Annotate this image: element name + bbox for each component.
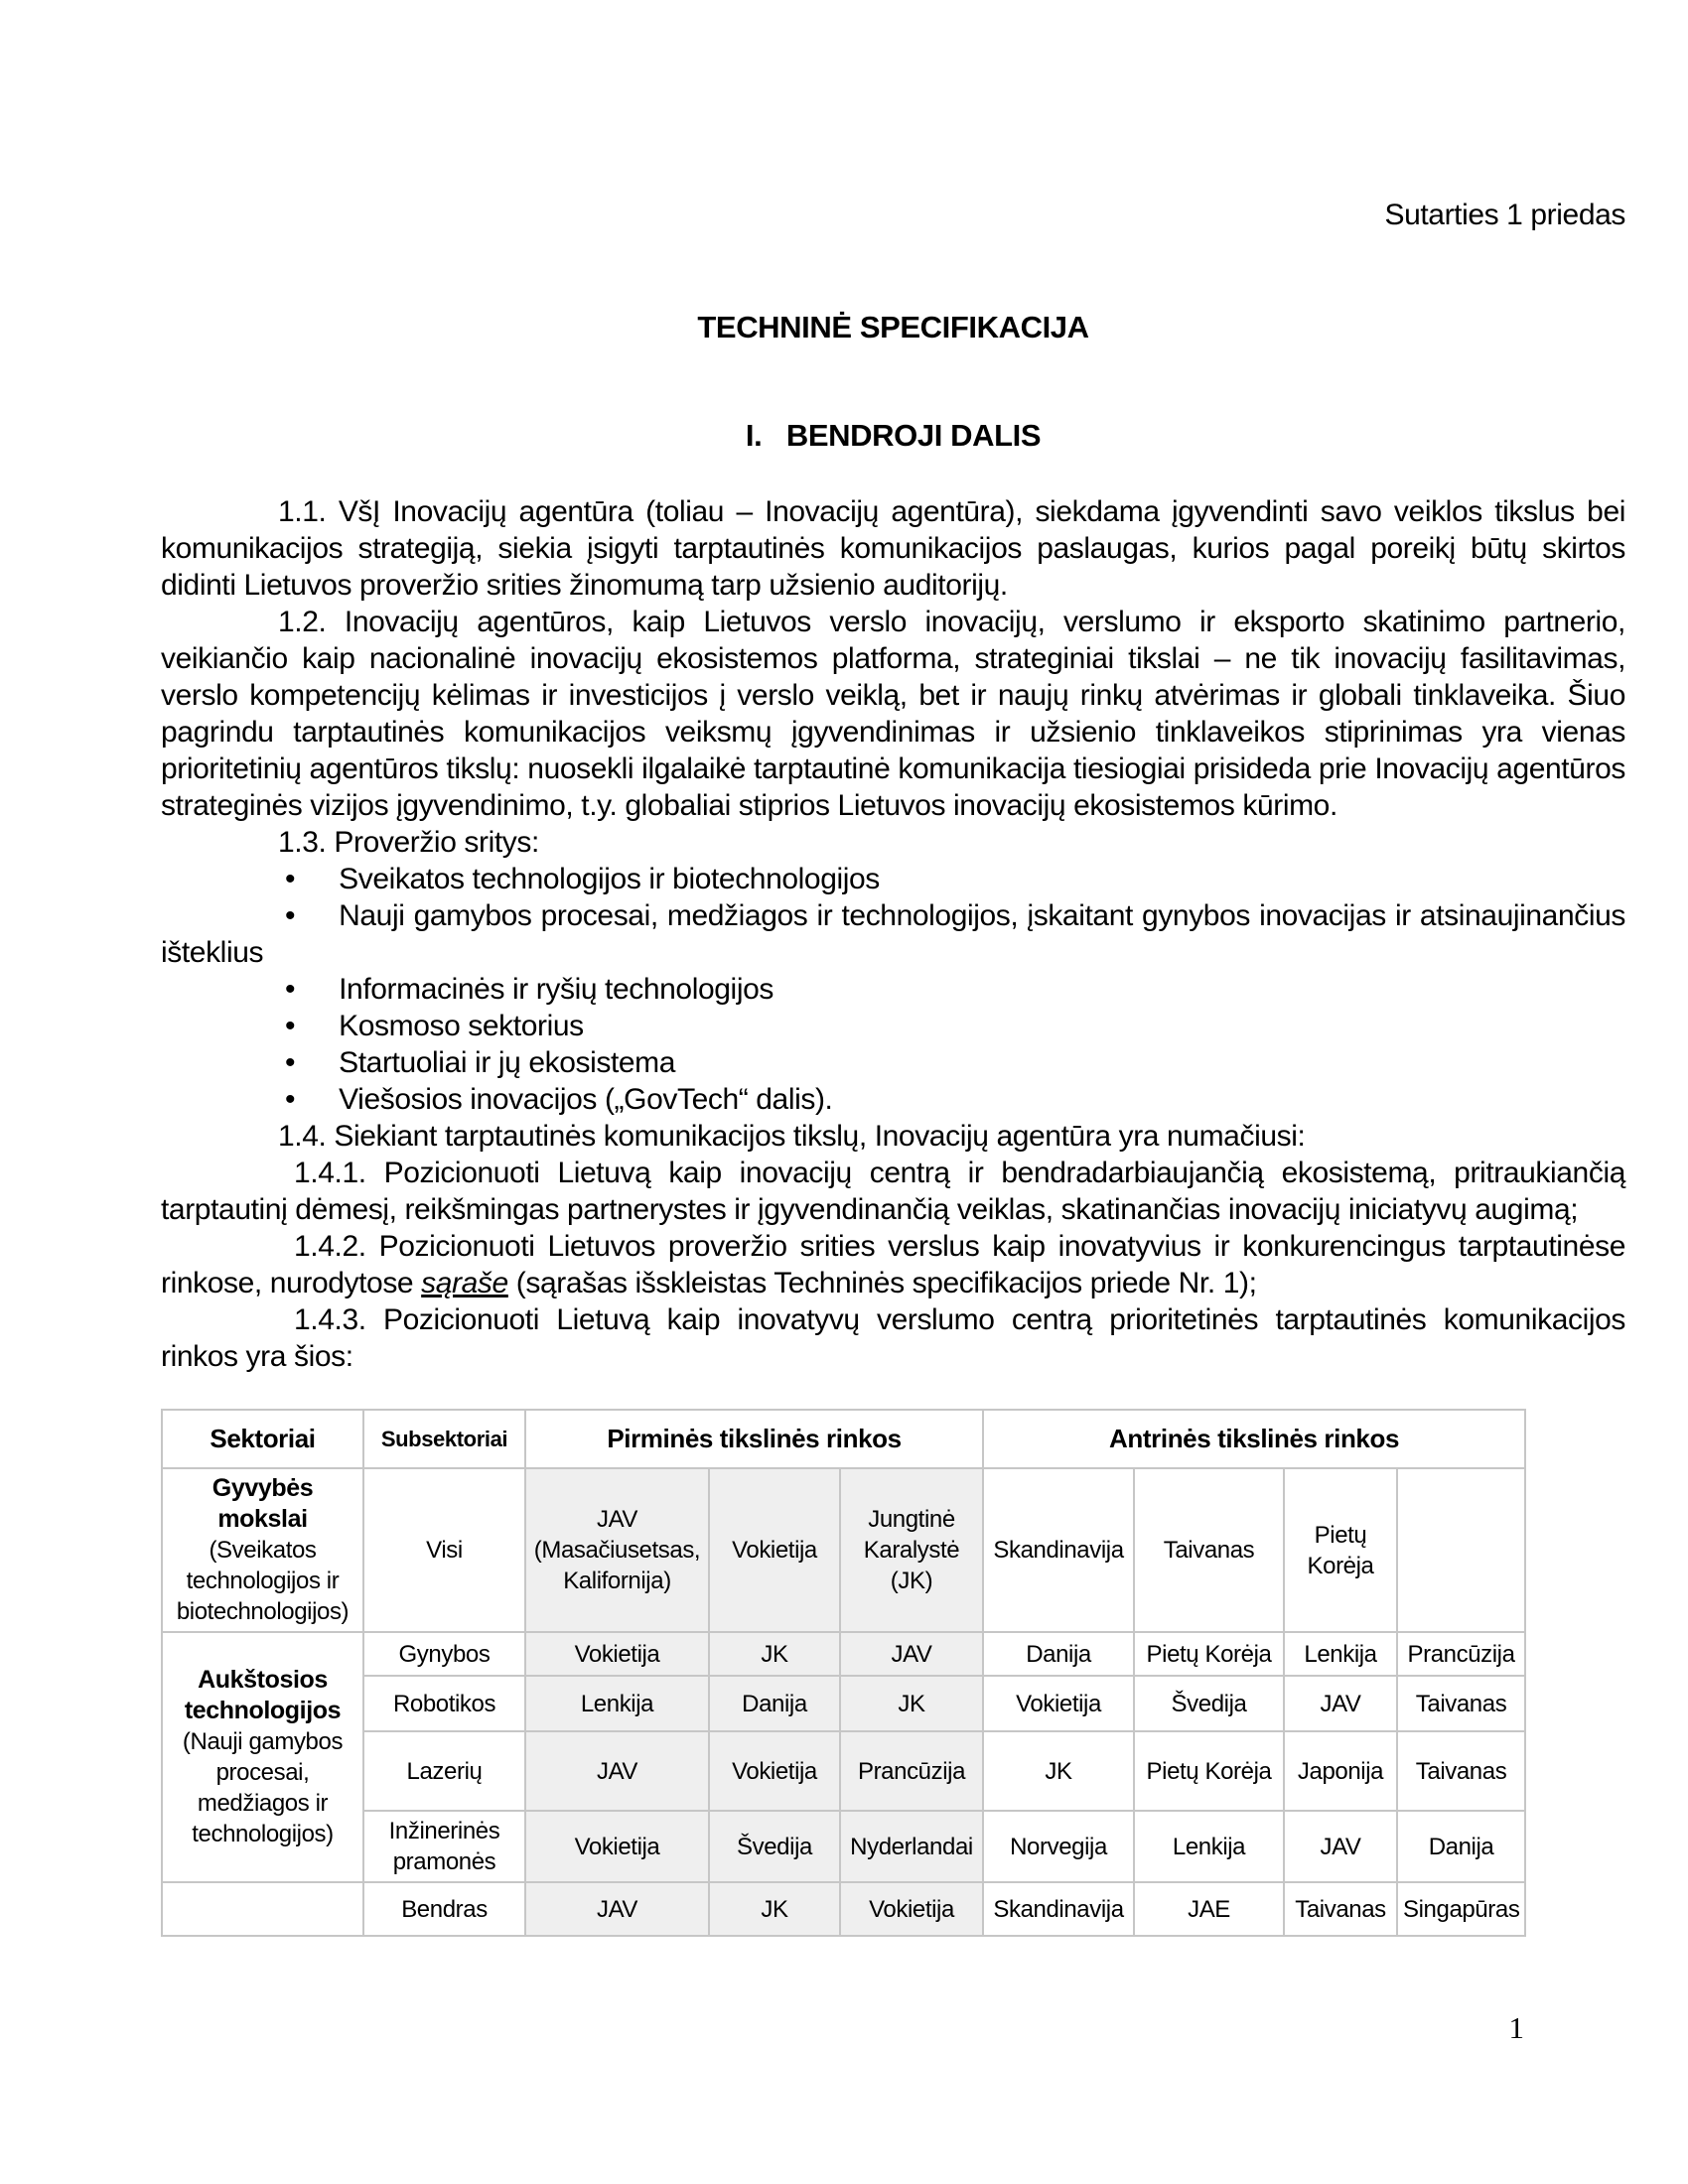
header-secondary-markets: Antrinės tikslinės rinkos — [983, 1410, 1525, 1468]
secondary-market-cell: Pietų Korėja — [1284, 1468, 1397, 1632]
primary-market-cell: Vokietija — [709, 1468, 840, 1632]
secondary-market-cell: Švedija — [1134, 1676, 1284, 1731]
table-row — [162, 1811, 1525, 1882]
subsector-cell: Visi — [363, 1468, 525, 1632]
secondary-market-cell: Skandinavija — [983, 1882, 1134, 1936]
header-sektoriai: Sektoriai — [162, 1410, 363, 1468]
bullet-text: Startuoliai ir jų ekosistema — [339, 1046, 676, 1079]
paragraph-1-1: 1.1. VšĮ Inovacijų agentūra (toliau – Inovacijų agentūra), siekdama įgyvendinti savo veiklos tikslus bei komunikacijos strategiją, siekia įsigyti tarptautinės komunikacijos paslaugas, kurios pagal poreikį būtų skirtos didinti Lietuvos proveržio srities žinomumą tarp užsienio auditorijų. — [161, 495, 1625, 602]
primary-market-cell: JK — [840, 1676, 983, 1731]
primary-market-cell: JAV — [525, 1882, 709, 1936]
saraso-link-text: sąraše — [421, 1267, 508, 1299]
table-row — [162, 1731, 1525, 1811]
primary-market-cell: Vokietija — [525, 1811, 709, 1882]
bullet-item — [161, 971, 1625, 1008]
paragraph-1-4-2: 1.4.2. Pozicionuoti Lietuvos proveržio srities verslus kaip inovatyvius ir konkurencingus tarptautinėse rinkose, nurodytose sąraše (sąrašas išskleistas Techninės specifikacijos priede Nr. 1); — [161, 1230, 1625, 1299]
bullet-icon: • — [285, 1046, 296, 1079]
bullet-icon: • — [285, 1083, 296, 1116]
bullet-icon: • — [285, 899, 296, 932]
document-title: TECHNINĖ SPECIFIKACIJA — [697, 310, 1089, 344]
subsector-cell: Lazerių — [363, 1731, 525, 1811]
section-heading: I. BENDROJI DALIS — [745, 418, 1042, 453]
bullet-item — [161, 1044, 1625, 1081]
primary-market-cell: Nyderlandai — [840, 1811, 983, 1882]
contract-annex-note: Sutarties 1 priedas — [1384, 199, 1625, 231]
secondary-market-cell: JAV — [1284, 1676, 1397, 1731]
secondary-market-cell: Japonija — [1284, 1731, 1397, 1811]
bullet-item — [161, 1008, 1625, 1044]
sector-cell-aukstosios-technologijos: Aukštosios technologijos (Nauji gamybos procesai, medžiagos ir technologijos) — [162, 1632, 363, 1882]
bullet-icon: • — [285, 973, 296, 1006]
primary-market-cell: Vokietija — [709, 1731, 840, 1811]
secondary-market-cell: Taivanas — [1397, 1731, 1525, 1811]
secondary-market-cell: Lenkija — [1284, 1632, 1397, 1676]
secondary-market-cell: Taivanas — [1134, 1468, 1284, 1632]
table-row — [162, 1468, 1525, 1632]
primary-market-cell: JAV (Masačiusetsas, Kalifornija) — [525, 1468, 709, 1632]
secondary-market-cell: JAE — [1134, 1882, 1284, 1936]
primary-market-cell: Prancūzija — [840, 1731, 983, 1811]
paragraph-1-3: 1.3. Proveržio sritys: — [278, 826, 539, 859]
secondary-market-cell: Lenkija — [1134, 1811, 1284, 1882]
secondary-market-cell — [1397, 1468, 1525, 1632]
sector-cell-empty — [162, 1882, 363, 1936]
primary-market-cell: JAV — [525, 1731, 709, 1811]
secondary-market-cell: Skandinavija — [983, 1468, 1134, 1632]
secondary-market-cell: Singapūras — [1397, 1882, 1525, 1936]
target-markets-table — [161, 1409, 1526, 1937]
secondary-market-cell: Taivanas — [1284, 1882, 1397, 1936]
secondary-market-cell: Taivanas — [1397, 1676, 1525, 1731]
bullet-text: Nauji gamybos procesai, medžiagos ir technologijos, įskaitant gynybos inovacijas ir atsinaujinančius išteklius — [161, 899, 1625, 969]
bullet-icon: • — [285, 863, 296, 895]
subsector-cell: Bendras — [363, 1882, 525, 1936]
paragraph-1-2: 1.2. Inovacijų agentūros, kaip Lietuvos verslo inovacijų, verslumo ir eksporto skatinimo partnerio, veikiančio kaip nacionalinė inovacijų ekosistemos platforma, strateginiai tikslai – ne tik inovacijų fasilitavimas, verslo kompetencijų kėlimas ir investicijos į verslo veiklą, bet ir naujų rinkų atvėrimas ir globali tinklaveika. Šiuo pagrindu tarptautinės komunikacijos veiksmų įgyvendinimas ir užsienio tinklaveikos stiprinimas yra vienas prioritetinių agentūros tikslų: nuosekli ilgalaikė tarptautinė komunikacija tiesiogiai prisideda prie Inovacijų agentūros strateginės vizijos įgyvendinimo, t.y. globaliai stiprios Lietuvos inovacijų ekosistemos kūrimo. — [161, 606, 1625, 822]
bullet-item — [161, 861, 1625, 897]
bullet-text: Kosmoso sektorius — [339, 1010, 584, 1042]
primary-market-cell: Danija — [709, 1676, 840, 1731]
bullet-item — [161, 1081, 1625, 1118]
sector-cell-gyvybes-mokslai: Gyvybės mokslai (Sveikatos technologijos ir biotechnologijos) — [162, 1468, 363, 1632]
header-subsektoriai: Subsektoriai — [363, 1410, 525, 1468]
table-header-row — [162, 1410, 1525, 1468]
paragraph-1-4: 1.4. Siekiant tarptautinės komunikacijos tikslų, Inovacijų agentūra yra numačiusi: — [278, 1120, 1306, 1153]
subsector-cell: Gynybos — [363, 1632, 525, 1676]
secondary-market-cell: Norvegija — [983, 1811, 1134, 1882]
paragraph-1-4-1: 1.4.1. Pozicionuoti Lietuvą kaip inovacijų centrą ir bendradarbiaujančią ekosistemą, pritraukiančią tarptautinį dėmesį, reikšmingas partnerystes ir įgyvendinančią veiklas, skatinančias inovacijų iniciatyvų augimą; — [161, 1157, 1625, 1226]
secondary-market-cell: Danija — [1397, 1811, 1525, 1882]
secondary-market-cell: Pietų Korėja — [1134, 1731, 1284, 1811]
primary-market-cell: Vokietija — [525, 1632, 709, 1676]
bullet-text: Viešosios inovacijos („GovTech“ dalis). — [339, 1083, 833, 1116]
primary-market-cell: JK — [709, 1882, 840, 1936]
primary-market-cell: Jungtinė Karalystė (JK) — [840, 1468, 983, 1632]
bullet-item — [161, 897, 1625, 971]
secondary-market-cell: Vokietija — [983, 1676, 1134, 1731]
header-primary-markets: Pirminės tikslinės rinkos — [525, 1410, 983, 1468]
primary-market-cell: JK — [709, 1632, 840, 1676]
subsector-cell: Robotikos — [363, 1676, 525, 1731]
secondary-market-cell: Pietų Korėja — [1134, 1632, 1284, 1676]
primary-market-cell: Lenkija — [525, 1676, 709, 1731]
bullet-icon: • — [285, 1010, 296, 1042]
bullet-text: Sveikatos technologijos ir biotechnologijos — [339, 863, 880, 895]
secondary-market-cell: JAV — [1284, 1811, 1397, 1882]
subsector-cell: Inžinerinės pramonės — [363, 1811, 525, 1882]
page-number: 1 — [1508, 2010, 1524, 2045]
table-row — [162, 1882, 1525, 1936]
table-row — [162, 1676, 1525, 1731]
primary-market-cell: Švedija — [709, 1811, 840, 1882]
table-row — [162, 1632, 1525, 1676]
primary-market-cell: JAV — [840, 1632, 983, 1676]
secondary-market-cell: Danija — [983, 1632, 1134, 1676]
bullet-text: Informacinės ir ryšių technologijos — [339, 973, 774, 1006]
primary-market-cell: Vokietija — [840, 1882, 983, 1936]
secondary-market-cell: JK — [983, 1731, 1134, 1811]
paragraph-1-4-3: 1.4.3. Pozicionuoti Lietuvą kaip inovatyvų verslumo centrą prioritetinės tarptautinės komunikacijos rinkos yra šios: — [161, 1303, 1625, 1373]
secondary-market-cell: Prancūzija — [1397, 1632, 1525, 1676]
